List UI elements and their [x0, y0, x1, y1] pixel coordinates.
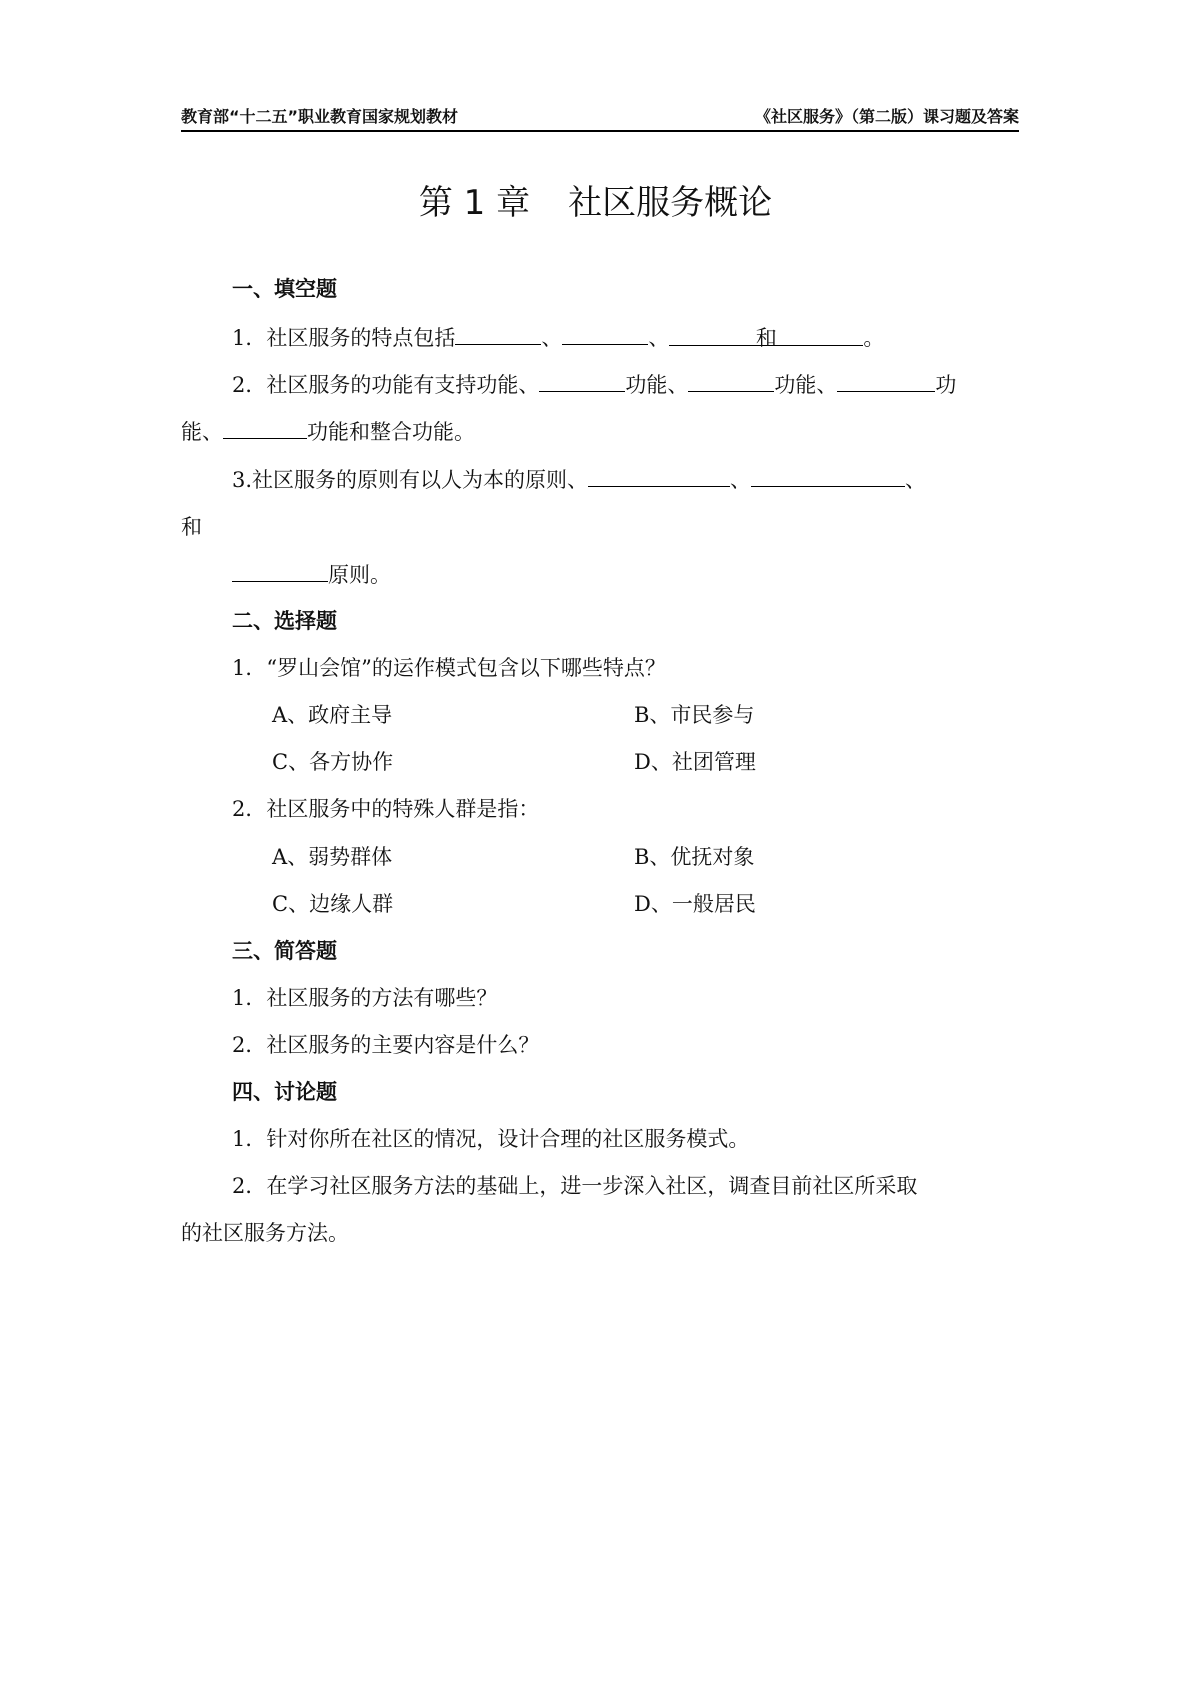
fill-question-3-line-2: 和: [181, 515, 202, 539]
choice-option-c: C、各方协作: [272, 750, 394, 774]
choice-option-b: B、优抚对象: [634, 845, 755, 869]
page-header: [181, 104, 1019, 132]
choice-question-2: 2．社区服务中的特殊人群是指：: [232, 797, 540, 821]
answer-blank[interactable]: [562, 320, 648, 345]
separator: 、: [648, 326, 670, 350]
section-heading-short-answer: 三、简答题: [232, 939, 337, 963]
discussion-question-2-line-2: 的社区服务方法。: [181, 1221, 349, 1245]
chapter-title: [0, 178, 1191, 228]
fill-question-1: [232, 320, 884, 355]
separator: 、: [541, 326, 563, 350]
choice-option-a: A、弱势群体: [272, 845, 393, 869]
discussion-question-1: 1．针对你所在社区的情况，设计合理的社区服务模式。: [232, 1127, 750, 1151]
question-text: 3.社区服务的原则有以人为本的原则、: [232, 468, 589, 492]
question-text: 1．社区服务的特点包括: [232, 326, 456, 350]
answer-blank[interactable]: [688, 367, 774, 392]
answer-blank[interactable]: [588, 462, 730, 487]
separator: 、: [730, 468, 752, 492]
section-heading-choice: 二、选择题: [232, 609, 337, 633]
section-heading-discussion: 四、讨论题: [232, 1080, 337, 1104]
and-label: 和: [755, 326, 777, 350]
question-text: 功能和整合功能。: [307, 420, 475, 444]
choice-question-1: 1．“罗山会馆”的运作模式包含以下哪些特点？: [232, 656, 666, 680]
choice-option-d: D、社团管理: [634, 750, 756, 774]
chapter-number: 第 1 章: [418, 183, 531, 223]
section-heading-fill: 一、填空题: [232, 277, 337, 301]
question-text: 原则。: [328, 563, 391, 587]
answer-blank[interactable]: [223, 414, 307, 439]
question-text: 能、: [181, 420, 223, 444]
discussion-question-2-line-1: 2．在学习社区服务方法的基础上，进一步深入社区，调查目前社区所采取: [232, 1174, 918, 1198]
fill-question-2-line-1: [232, 367, 956, 402]
answer-blank[interactable]: [539, 367, 625, 392]
period: 。: [863, 326, 885, 350]
question-text: 功能、: [625, 373, 689, 397]
header-right-text: 《社区服务》（第二版）课习题及答案: [754, 107, 1019, 126]
choice-option-c: C、边缘人群: [272, 892, 394, 916]
answer-blank[interactable]: [837, 367, 935, 392]
fill-question-3-line-1: [232, 462, 926, 497]
fill-question-2-line-2: [181, 414, 475, 449]
question-text: 2．社区服务的功能有支持功能、: [232, 373, 540, 397]
question-text: 功能、: [774, 373, 838, 397]
answer-blank[interactable]: [232, 557, 328, 582]
short-answer-question-2: 2．社区服务的主要内容是什么？: [232, 1033, 540, 1057]
separator: 、: [905, 468, 927, 492]
answer-blank[interactable]: [669, 321, 863, 350]
chapter-name: 社区服务概论: [568, 183, 773, 223]
answer-blank[interactable]: [751, 462, 905, 487]
short-answer-question-1: 1．社区服务的方法有哪些？: [232, 986, 498, 1010]
question-text: 功: [935, 373, 957, 397]
answer-blank[interactable]: [455, 320, 541, 345]
choice-option-a: A、政府主导: [272, 703, 393, 727]
choice-option-b: B、市民参与: [634, 703, 755, 727]
choice-option-d: D、一般居民: [634, 892, 756, 916]
header-left-text: 教育部“十二五”职业教育国家规划教材: [181, 107, 459, 126]
fill-question-3-line-3: [232, 557, 391, 592]
